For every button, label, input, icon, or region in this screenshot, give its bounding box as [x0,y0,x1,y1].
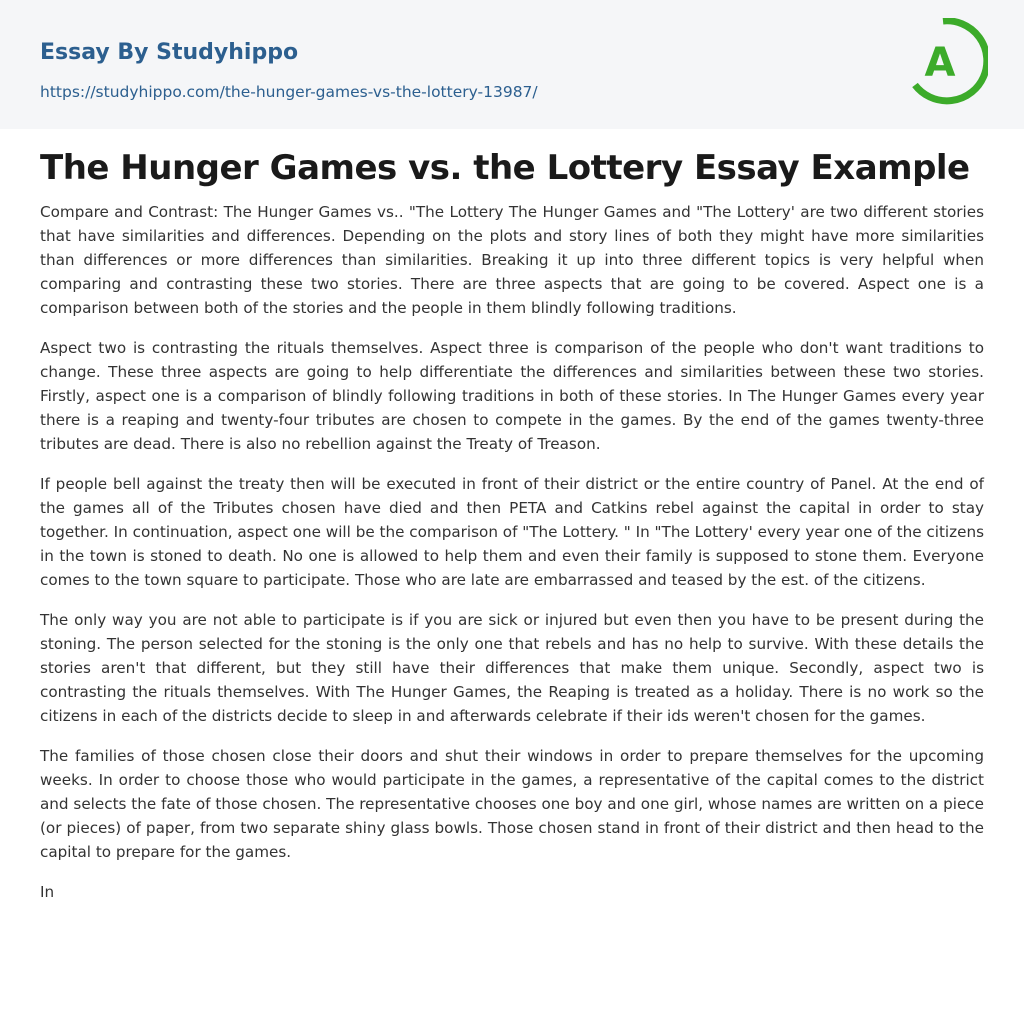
essay-paragraph-4: The only way you are not able to participate is if you are sick or injured but even then you have to be present during the stoning. The person selected for the stoning is the only one that rebels and has no help to survive. With these details the stories aren't that different, but they still have their differences that make them unique. Secondly, aspect two is contrasting the rituals themselves. With The Hunger Games, the Reaping is treated as a holiday. There is no work so the citizens in each of the districts decide to sleep in and afterwards celebrate if their ids weren't chosen for the games. [40,611,984,725]
logo-letter: A [924,40,956,86]
essay-paragraph-2: Aspect two is contrasting the rituals themselves. Aspect three is comparison of the people who don't want traditions to change. These three aspects are going to help differentiate the differences and similarities between these two stories. Firstly, aspect one is a comparison of blindly following traditions in both of these stories. In The Hunger Games every year there is a reaping and twenty-four tributes are chosen to compete in the games. By the end of the games twenty-three tributes are dead. There is also no rebellion against the Treaty of Treason. [40,339,984,453]
studyhippo-logo-icon[interactable] [910,18,988,106]
essay-paragraph-3: If people bell against the treaty then will be executed in front of their district or the entire country of Panel. At the end of the games all of the Tributes chosen have died and then PETA and Catkins rebel against the capital in order to stay together. In continuation, aspect one will be the comparison of "The Lottery. " In "The Lottery' every year one of the citizens in the town is stoned to death. No one is allowed to help them and even their family is supposed to stone them. Everyone comes to the town square to participate. Those who are late are embarrassed and teased by the est. of the citizens. [40,475,984,589]
essay-url-link[interactable]: https://studyhippo.com/the-hunger-games-vs-the-lottery-13987/ [40,83,538,101]
essay-paragraph-1: Compare and Contrast: The Hunger Games vs.. "The Lottery The Hunger Games and "The Lottery' are two different stories that have similarities and differences. Depending on the plots and story lines of both they might have more similarities than differences or more differences than similarities. Breaking it up into three different topics is very helpful when comparing and contrasting these two stories. There are three aspects that are going to be covered. Aspect one is a comparison between both of the stories and the people in them blindly following traditions. [40,203,984,317]
essay-paragraph-5: The families of those chosen close their doors and shut their windows in order to prepare themselves for the upcoming weeks. In order to choose those who would participate in the games, a representative of the capital comes to the district and selects the fate of those chosen. The representative chooses one boy and one girl, whose names are written on a piece (or pieces) of paper, from two separate shiny glass bowls. Those chosen stand in front of their district and then head to the capital to prepare for the games. [40,747,984,861]
site-brand[interactable]: Essay By Studyhippo [40,40,299,65]
essay-paragraph-6: In [40,883,55,901]
essay-body [40,200,984,920]
essay-title: The Hunger Games vs. the Lottery Essay Example [40,148,970,188]
page-header [0,0,1024,129]
